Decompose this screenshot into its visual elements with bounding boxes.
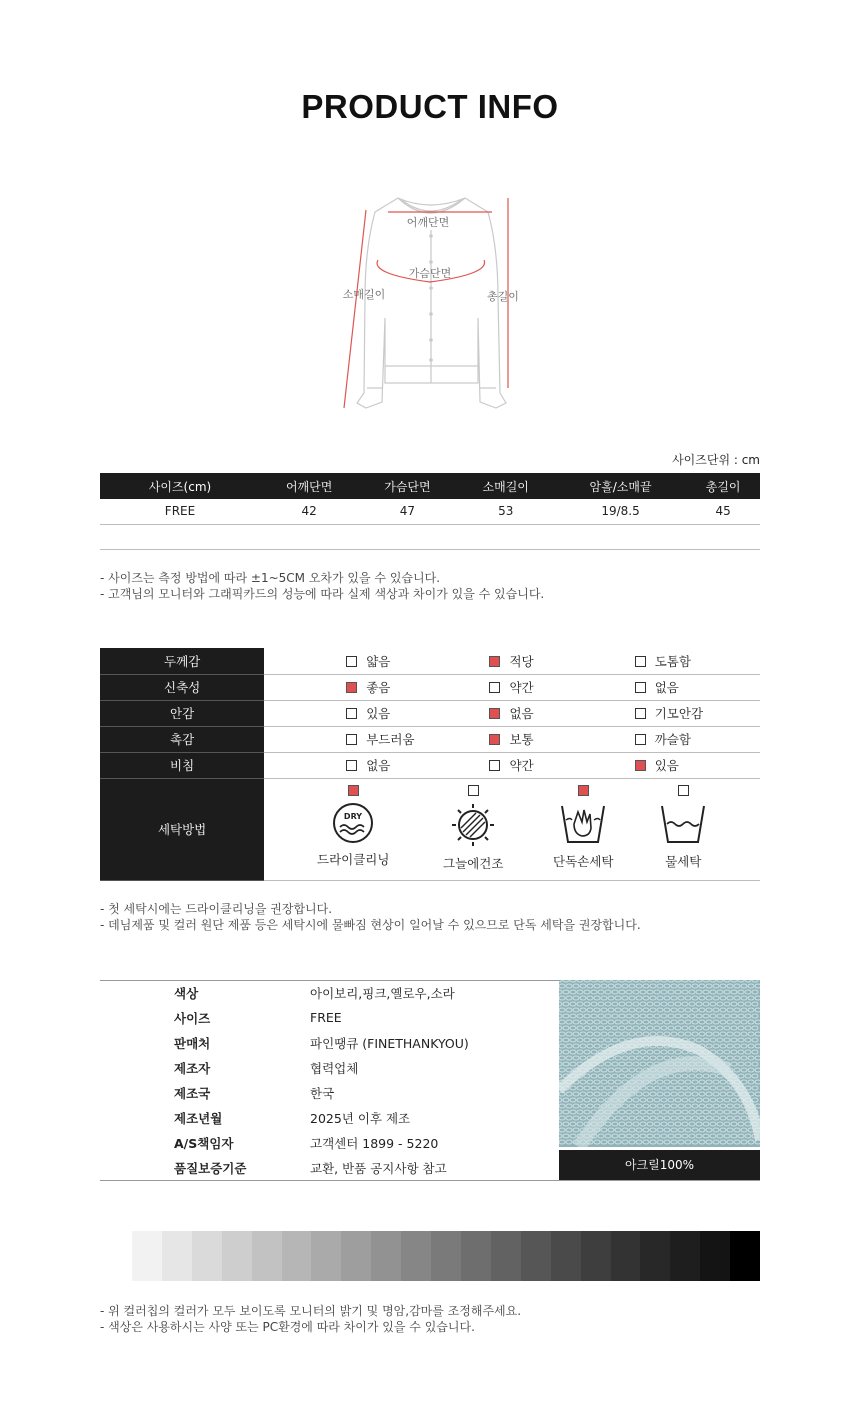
size-cell: 19/8.5 bbox=[555, 499, 686, 524]
note-line: - 데님제품 및 컬러 원단 제품 등은 세탁시에 물빠짐 현상이 일어날 수 있으므로 단독 세탁을 권장합니다. bbox=[100, 918, 641, 932]
spec-value: 한국 bbox=[310, 1085, 335, 1101]
size-header: 가슴단면 bbox=[358, 473, 456, 499]
option-label: 얇음 bbox=[366, 653, 391, 669]
table-row bbox=[100, 1155, 560, 1180]
spec-key: 사이즈 bbox=[174, 1010, 211, 1026]
note-line: - 색상은 사용하시는 사양 또는 PC환경에 따라 차이가 있을 수 있습니다. bbox=[100, 1320, 475, 1334]
shade-dry-icon bbox=[418, 802, 528, 848]
feel-option bbox=[595, 700, 760, 726]
wash-row bbox=[100, 778, 760, 880]
size-unit-label: 사이즈단위 : cm bbox=[672, 453, 760, 467]
checkbox bbox=[468, 785, 479, 796]
size-header: 소매길이 bbox=[457, 473, 555, 499]
dry-clean-icon bbox=[298, 802, 408, 844]
feel-label: 촉감 bbox=[100, 726, 264, 752]
feel-option bbox=[264, 648, 429, 674]
checkbox bbox=[346, 682, 357, 693]
color-chip bbox=[700, 1231, 730, 1281]
size-header: 사이즈(cm) bbox=[100, 473, 260, 499]
feel-option bbox=[429, 752, 594, 778]
table-row bbox=[100, 499, 760, 524]
wash-label: 물세탁 bbox=[665, 853, 702, 869]
color-chip bbox=[282, 1231, 312, 1281]
color-chip-strip bbox=[132, 1231, 760, 1281]
wash-option bbox=[628, 779, 738, 870]
option-label: 기모안감 bbox=[654, 706, 704, 721]
table-row bbox=[100, 1105, 560, 1130]
length-label: 총길이 bbox=[487, 290, 519, 303]
option-label: 까슬함 bbox=[654, 732, 691, 747]
checkbox bbox=[635, 760, 646, 771]
color-chip bbox=[222, 1231, 252, 1281]
feel-option bbox=[264, 752, 429, 778]
color-chip bbox=[581, 1231, 611, 1281]
hand-wash-icon bbox=[528, 802, 638, 846]
feel-label: 비침 bbox=[100, 752, 264, 778]
feel-row bbox=[100, 700, 760, 726]
svg-text:DRY: DRY bbox=[344, 811, 363, 821]
spec-bottom-line bbox=[100, 1180, 760, 1181]
checkbox bbox=[489, 682, 500, 693]
option-label: 보통 bbox=[509, 732, 534, 747]
table-row bbox=[100, 1005, 560, 1030]
feel-option bbox=[595, 752, 760, 778]
feel-label: 안감 bbox=[100, 700, 264, 726]
feel-option bbox=[595, 674, 760, 700]
feel-option bbox=[595, 648, 760, 674]
wash-option bbox=[418, 779, 528, 872]
feel-row bbox=[100, 648, 760, 674]
checkbox bbox=[678, 785, 689, 796]
spec-key: 제조국 bbox=[174, 1085, 211, 1101]
checkbox bbox=[346, 760, 357, 771]
option-label: 도톰함 bbox=[654, 653, 691, 669]
size-header: 암홀/소매끝 bbox=[555, 473, 686, 499]
feel-row bbox=[100, 674, 760, 700]
size-notes bbox=[100, 570, 544, 602]
feel-label: 두께감 bbox=[100, 648, 264, 674]
table-row bbox=[100, 1030, 560, 1055]
feel-option bbox=[429, 674, 594, 700]
feel-option bbox=[264, 674, 429, 700]
option-label: 있음 bbox=[366, 706, 391, 721]
color-chip bbox=[431, 1231, 461, 1281]
checkbox bbox=[489, 734, 500, 745]
option-label: 약간 bbox=[509, 680, 534, 695]
checkbox bbox=[635, 656, 646, 667]
spec-key: 제조자 bbox=[174, 1060, 211, 1076]
feel-label: 세탁방법 bbox=[100, 778, 264, 880]
checkbox bbox=[348, 785, 359, 796]
color-chip bbox=[401, 1231, 431, 1281]
color-notes bbox=[100, 1303, 521, 1335]
wash-option bbox=[298, 779, 408, 868]
option-label: 없음 bbox=[654, 680, 679, 695]
note-line: - 고객님의 모니터와 그래픽카드의 성능에 따라 실제 색상과 차이가 있을 수 있습니다. bbox=[100, 587, 545, 601]
spec-value: 아이보리,핑크,옐로우,소라 bbox=[310, 985, 455, 1001]
color-chip bbox=[162, 1231, 192, 1281]
color-chip bbox=[670, 1231, 700, 1281]
spec-value: 2025년 이후 제조 bbox=[310, 1110, 411, 1126]
size-cell: 42 bbox=[260, 499, 358, 524]
wash-option bbox=[528, 779, 638, 870]
color-chip bbox=[311, 1231, 341, 1281]
size-table-header bbox=[100, 473, 760, 499]
spec-value: 교환, 반품 공지사항 참고 bbox=[310, 1160, 447, 1176]
checkbox bbox=[489, 708, 500, 719]
option-label: 약간 bbox=[509, 758, 534, 773]
checkbox bbox=[635, 682, 646, 693]
feel-option bbox=[595, 726, 760, 752]
size-header: 총길이 bbox=[686, 473, 760, 499]
feel-option bbox=[429, 648, 594, 674]
fabric-closeup-image bbox=[559, 980, 760, 1147]
feel-label: 신축성 bbox=[100, 674, 264, 700]
spec-key: 판매처 bbox=[174, 1035, 211, 1051]
chest-label: 가슴단면 bbox=[408, 267, 452, 280]
feel-option bbox=[264, 726, 429, 752]
color-chip bbox=[341, 1231, 371, 1281]
feel-row bbox=[100, 726, 760, 752]
option-label: 부드러움 bbox=[366, 732, 415, 747]
option-label: 좋음 bbox=[366, 680, 391, 695]
color-chip bbox=[371, 1231, 401, 1281]
checkbox bbox=[635, 708, 646, 719]
note-line: - 위 컬러칩의 컬러가 모두 보이도록 모니터의 밝기 및 명암,감마를 조정해주세요. bbox=[100, 1304, 522, 1318]
color-chip bbox=[461, 1231, 491, 1281]
option-label: 적당 bbox=[509, 653, 534, 669]
size-header: 어깨단면 bbox=[260, 473, 358, 499]
checkbox bbox=[346, 656, 357, 667]
wash-label: 그늘에건조 bbox=[443, 855, 504, 871]
spec-value: 고객센터 1899 - 5220 bbox=[310, 1135, 439, 1151]
size-cell: 45 bbox=[686, 499, 760, 524]
option-label: 있음 bbox=[654, 758, 679, 773]
color-chip bbox=[551, 1231, 581, 1281]
table-row bbox=[100, 1080, 560, 1105]
color-chip bbox=[730, 1231, 760, 1281]
color-chip bbox=[192, 1231, 222, 1281]
color-chip bbox=[521, 1231, 551, 1281]
color-chip bbox=[132, 1231, 162, 1281]
page-title: PRODUCT INFO bbox=[301, 88, 559, 125]
size-cell: 53 bbox=[457, 499, 555, 524]
color-chip bbox=[611, 1231, 641, 1281]
feel-option bbox=[429, 700, 594, 726]
spec-table bbox=[100, 980, 560, 1180]
feel-option bbox=[264, 700, 429, 726]
note-line: - 사이즈는 측정 방법에 따라 ±1~5CM 오차가 있을 수 있습니다. bbox=[100, 571, 441, 585]
spec-key: A/S책임자 bbox=[174, 1135, 234, 1151]
note-line: - 첫 세탁시에는 드라이클리닝을 권장합니다. bbox=[100, 902, 333, 916]
material-label: 아크릴100% bbox=[559, 1150, 760, 1180]
color-chip bbox=[640, 1231, 670, 1281]
feel-row bbox=[100, 752, 760, 778]
checkbox bbox=[489, 760, 500, 771]
size-table bbox=[100, 473, 760, 550]
spec-value: 협력업체 bbox=[310, 1060, 359, 1076]
color-chip bbox=[491, 1231, 521, 1281]
spec-value: FREE bbox=[310, 1010, 342, 1025]
wash-label: 드라이클리닝 bbox=[317, 851, 390, 867]
color-chip bbox=[252, 1231, 282, 1281]
table-row bbox=[100, 1130, 560, 1155]
table-row bbox=[100, 980, 560, 1005]
size-cell: FREE bbox=[100, 499, 260, 524]
sleeve-arrow bbox=[344, 210, 366, 408]
table-row bbox=[100, 524, 760, 549]
spec-key: 색상 bbox=[174, 985, 199, 1001]
shoulder-label: 어깨단면 bbox=[406, 216, 450, 229]
wash-cell bbox=[264, 778, 760, 880]
table-row bbox=[100, 1055, 560, 1080]
water-wash-icon bbox=[628, 802, 738, 846]
option-label: 없음 bbox=[366, 758, 391, 773]
spec-key: 제조년월 bbox=[174, 1110, 223, 1126]
checkbox bbox=[578, 785, 589, 796]
wash-label: 단독손세탁 bbox=[553, 853, 614, 869]
checkbox bbox=[346, 734, 357, 745]
fabric-feel-table bbox=[100, 648, 760, 881]
spec-value: 파인땡큐 (FINETHANKYOU) bbox=[310, 1035, 469, 1051]
sleeve-label: 소매길이 bbox=[342, 288, 386, 301]
option-label: 없음 bbox=[509, 706, 534, 721]
checkbox bbox=[346, 708, 357, 719]
size-cell: 47 bbox=[358, 499, 456, 524]
spec-key: 품질보증기준 bbox=[174, 1160, 247, 1176]
checkbox bbox=[489, 656, 500, 667]
cardigan-measurement-diagram bbox=[330, 188, 540, 418]
checkbox bbox=[635, 734, 646, 745]
feel-option bbox=[429, 726, 594, 752]
wash-notes bbox=[100, 901, 641, 933]
